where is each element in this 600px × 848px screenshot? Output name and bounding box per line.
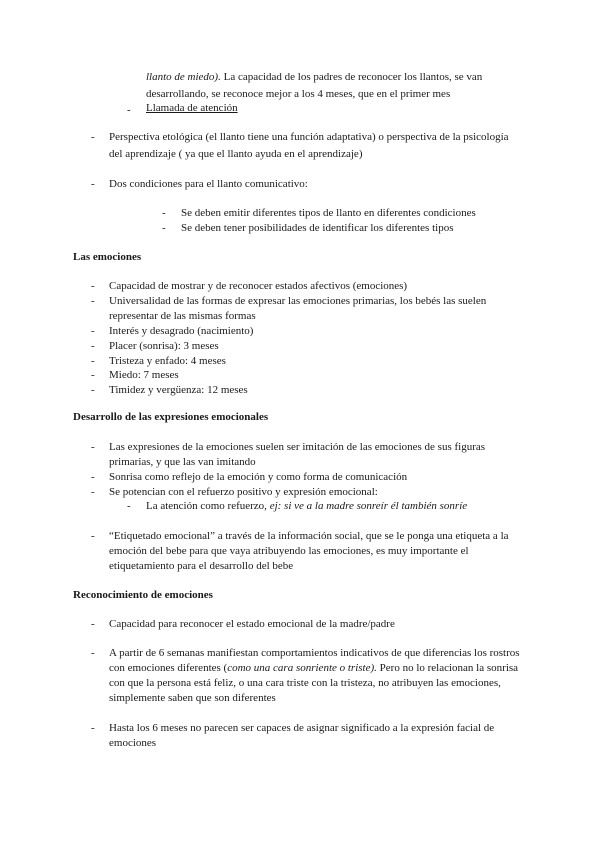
- bullet-dash: -: [91, 486, 95, 498]
- list-item: Capacidad para reconocer el estado emocional de la madre/padre: [109, 618, 395, 630]
- list-item: Perspectiva etológica (el llanto tiene una función adaptativa) o perspectiva de la psicología: [109, 131, 509, 143]
- bullet-dash: -: [91, 325, 95, 337]
- bullet-dash: -: [91, 295, 95, 307]
- bullet-dash: -: [127, 500, 131, 512]
- list-item: Universalidad de las formas de expresar las emociones primarias, los bebés las suelen: [109, 295, 487, 307]
- list-item: Tristeza y enfado: 4 meses: [109, 355, 226, 367]
- list-item-cont: emociones: [109, 737, 157, 749]
- list-item-cont: con emociones diferentes (como una cara sonriente o triste). Pero no lo relacionan la sonrisa: [109, 662, 519, 674]
- list-item: Miedo: 7 meses: [109, 369, 179, 381]
- list-item: Placer (sonrisa): 3 meses: [109, 340, 219, 352]
- bullet-dash: -: [91, 647, 95, 659]
- bullet-dash: -: [91, 178, 95, 190]
- list-item: Las expresiones de la emociones suelen ser imitación de las emociones de sus figuras: [109, 441, 486, 453]
- bullet-dash: -: [91, 355, 95, 367]
- list-item: Hasta los 6 meses no parecen ser capaces de asignar significado a la expresión facial de: [109, 722, 495, 734]
- list-item-cont: primarias, y que las van imitando: [109, 456, 256, 468]
- bullet-dash: -: [91, 384, 95, 396]
- sub-list-item: Se deben tener posibilidades de identificar los diferentes tipos: [181, 222, 454, 234]
- list-item-cont: emoción del bebe para que vaya atribuyendo las emociones, es muy importante el: [109, 545, 469, 557]
- sub-list-item: La atención como refuerzo, ej: si ve a la madre sonreír él también sonríe: [146, 500, 468, 512]
- list-item-cont: representar de las mismas formas: [109, 310, 256, 322]
- continuation-line-1: llanto de miedo). La capacidad de los padres de reconocer los llantos, se van: [146, 71, 483, 83]
- list-item: Dos condiciones para el llanto comunicativo:: [109, 178, 308, 190]
- bullet-dash: -: [91, 280, 95, 292]
- list-item-cont: del aprendizaje ( ya que el llanto ayuda en el aprendizaje): [109, 148, 363, 160]
- list-item: Interés y desagrado (nacimiento): [109, 325, 254, 337]
- section-heading-reconocimiento: Reconocimiento de emociones: [73, 589, 213, 601]
- bullet-dash: -: [162, 222, 166, 234]
- bullet-dash: -: [91, 441, 95, 453]
- list-item: Capacidad de mostrar y de reconocer estados afectivos (emociones): [109, 280, 408, 292]
- list-item-cont: simplemente saben que son diferentes: [109, 692, 276, 704]
- sub-list-item: Se deben emitir diferentes tipos de llanto en diferentes condiciones: [181, 207, 476, 219]
- list-item-cont: etiquetamiento para el desarrollo del bebe: [109, 560, 294, 572]
- bullet-dash: -: [91, 369, 95, 381]
- section-heading-desarrollo: Desarrollo de las expresiones emocionales: [73, 411, 269, 423]
- bullet-dash: -: [91, 340, 95, 352]
- bullet-dash: -: [91, 471, 95, 483]
- list-item: A partir de 6 semanas manifiestan comportamientos indicativos de que diferencias los rostros: [109, 647, 520, 659]
- sub-item-llamada: Llamada de atención: [146, 102, 238, 114]
- bullet-dash: -: [127, 104, 131, 116]
- bullet-dash: -: [91, 131, 95, 143]
- list-item: Sonrisa como reflejo de la emoción y como forma de comunicación: [109, 471, 408, 483]
- list-item: “Etiquetado emocional” a través de la información social, que se le ponga una etiqueta a la: [109, 530, 509, 542]
- bullet-dash: -: [91, 618, 95, 630]
- continuation-line-2: desarrollando, se reconoce mejor a los 4 meses, que en el primer mes: [146, 88, 451, 100]
- bullet-dash: -: [91, 530, 95, 542]
- bullet-dash: -: [91, 722, 95, 734]
- list-item: Timidez y vergüenza: 12 meses: [109, 384, 248, 396]
- section-heading-emociones: Las emociones: [73, 251, 142, 263]
- list-item-cont: con que la persona está feliz, o una cara triste con la tristeza, no atribuyen las emociones,: [109, 677, 501, 689]
- list-item: Se potencian con el refuerzo positivo y expresión emocional:: [109, 486, 378, 498]
- bullet-dash: -: [162, 207, 166, 219]
